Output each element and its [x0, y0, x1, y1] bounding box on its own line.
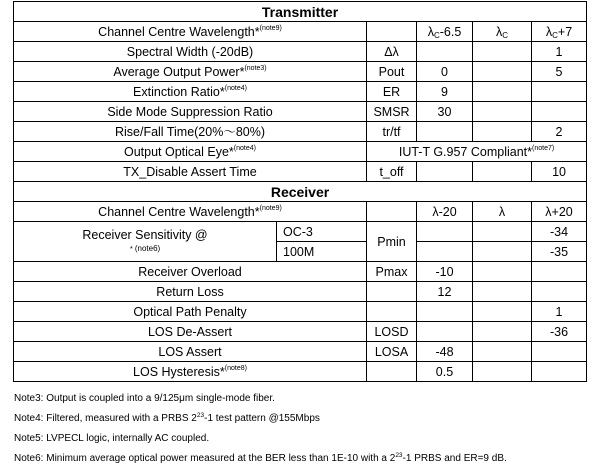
- max-cell: -35: [532, 242, 587, 262]
- min-cell: -48: [417, 342, 473, 362]
- typ-cell: [473, 362, 532, 382]
- table-row: [14, 162, 587, 182]
- symbol-cell: SMSR: [367, 102, 417, 122]
- table-row: [14, 202, 587, 222]
- param-label: Extinction Ratio*$^{(note4)}$: [14, 82, 367, 102]
- max-cell: $\lambda_C+7$: [532, 22, 587, 42]
- note-4: Note4: Filtered, measured with a PRBS $2^{23}-1$ test pattern @155Mbps: [14, 412, 320, 424]
- table-row: [14, 142, 587, 162]
- table-row: [14, 322, 587, 342]
- max-cell: 1: [532, 42, 587, 62]
- param-label: Side Mode Suppression Ratio: [14, 102, 367, 122]
- param-label: Output Optical Eye*$^{(note4)}$: [14, 142, 367, 162]
- symbol-cell: tr/tf: [367, 122, 417, 142]
- param-label: Optical Path Penalty: [14, 302, 367, 322]
- max-cell: -36: [532, 322, 587, 342]
- note-3: Note3: Output is coupled into a 9/125μm single-mode fiber.: [14, 393, 275, 404]
- typ-cell: [473, 102, 532, 122]
- param-label: Spectral Width (-20dB): [14, 42, 367, 62]
- typ-cell: [473, 162, 532, 182]
- param-label: Average Output Power*$^{(note3)}$: [14, 62, 367, 82]
- table-row: [14, 342, 587, 362]
- typ-cell: [473, 242, 532, 262]
- param-label: LOS De-Assert: [14, 322, 367, 342]
- receiver-header-row: [14, 182, 587, 202]
- max-cell: [532, 362, 587, 382]
- min-cell: 0.5: [417, 362, 473, 382]
- transmitter-header-row: [14, 2, 587, 22]
- param-label: [14, 222, 277, 262]
- param-label: LOS Hysteresis*$^{(note8)}$: [14, 362, 367, 382]
- typ-cell: $\lambda_C$: [473, 22, 532, 42]
- min-cell: [417, 302, 473, 322]
- table-row: [14, 82, 587, 102]
- max-cell: [532, 282, 587, 302]
- max-cell: [532, 262, 587, 282]
- table-row: [14, 102, 587, 122]
- typ-cell: [473, 262, 532, 282]
- spec-table: [13, 1, 587, 382]
- min-cell: -10: [417, 262, 473, 282]
- min-cell: 9: [417, 82, 473, 102]
- max-cell: 10: [532, 162, 587, 182]
- table-row: [14, 62, 587, 82]
- max-cell: [532, 82, 587, 102]
- symbol-cell: t_off: [367, 162, 417, 182]
- symbol-cell: LOSD: [367, 322, 417, 342]
- typ-cell: [473, 342, 532, 362]
- note-6: Note6: Minimum average optical power measured at the BER less than 1E-10 with a $2^{23}-1$ PRBS and ER=9 dB.: [14, 452, 507, 464]
- max-cell: 1: [532, 302, 587, 322]
- footnotes: [14, 389, 594, 469]
- typ-cell: [473, 82, 532, 102]
- param-label: LOS Assert: [14, 342, 367, 362]
- max-cell: λ+20: [532, 202, 587, 222]
- symbol-cell: [367, 282, 417, 302]
- min-cell: $\lambda_C-6.5$: [417, 22, 473, 42]
- min-cell: [417, 122, 473, 142]
- symbol-cell: Pmin: [367, 222, 417, 262]
- param-label: Return Loss: [14, 282, 367, 302]
- table-row: [14, 122, 587, 142]
- table-row: [14, 302, 587, 322]
- typ-cell: [473, 322, 532, 342]
- symbol-cell: Δλ: [367, 42, 417, 62]
- min-cell: [417, 242, 473, 262]
- min-cell: [417, 222, 473, 242]
- max-cell: 5: [532, 62, 587, 82]
- symbol-cell: Pmax: [367, 262, 417, 282]
- max-cell: [532, 342, 587, 362]
- param-label: TX_Disable Assert Time: [14, 162, 367, 182]
- symbol-cell: [367, 302, 417, 322]
- param-label: Rise/Fall Time(20%～80%): [14, 122, 367, 142]
- table-row: [14, 222, 587, 242]
- typ-cell: [473, 62, 532, 82]
- typ-cell: [473, 302, 532, 322]
- param-label: Receiver Overload: [14, 262, 367, 282]
- min-cell: 30: [417, 102, 473, 122]
- min-cell: 0: [417, 62, 473, 82]
- eye-compliance-value: IUT-T G.957 Compliant*$^{(note7)}$: [367, 142, 587, 162]
- rate-cell: OC-3: [277, 222, 367, 242]
- table-row: [14, 282, 587, 302]
- table-row: [14, 22, 587, 42]
- min-cell: [417, 322, 473, 342]
- transmitter-title: Transmitter: [14, 2, 587, 22]
- symbol-cell: LOSA: [367, 342, 417, 362]
- typ-cell: [473, 282, 532, 302]
- min-cell: 12: [417, 282, 473, 302]
- table-row: [14, 42, 587, 62]
- param-label: Channel Centre Wavelength*$^{(note9)}$: [14, 202, 367, 222]
- table-row: [14, 262, 587, 282]
- typ-cell: [473, 122, 532, 142]
- symbol-cell: [367, 362, 417, 382]
- max-cell: [532, 102, 587, 122]
- note-5: Note5: LVPECL logic, internally AC coupled.: [14, 433, 210, 444]
- symbol-cell: Pout: [367, 62, 417, 82]
- min-cell: [417, 42, 473, 62]
- typ-cell: λ: [473, 202, 532, 222]
- symbol-cell: [367, 202, 417, 222]
- max-cell: -34: [532, 222, 587, 242]
- rate-cell: 100M: [277, 242, 367, 262]
- typ-cell: [473, 222, 532, 242]
- symbol-cell: [367, 22, 417, 42]
- table-row: [14, 362, 587, 382]
- min-cell: λ-20: [417, 202, 473, 222]
- min-cell: [417, 162, 473, 182]
- symbol-cell: ER: [367, 82, 417, 102]
- sensitivity-label: Receiver Sensitivity @: [82, 227, 208, 242]
- receiver-title: Receiver: [14, 182, 587, 202]
- param-label: Channel Centre Wavelength*$^{(note9)}$: [14, 22, 367, 42]
- typ-cell: [473, 42, 532, 62]
- max-cell: 2: [532, 122, 587, 142]
- sensitivity-note: * (note6): [129, 243, 161, 253]
